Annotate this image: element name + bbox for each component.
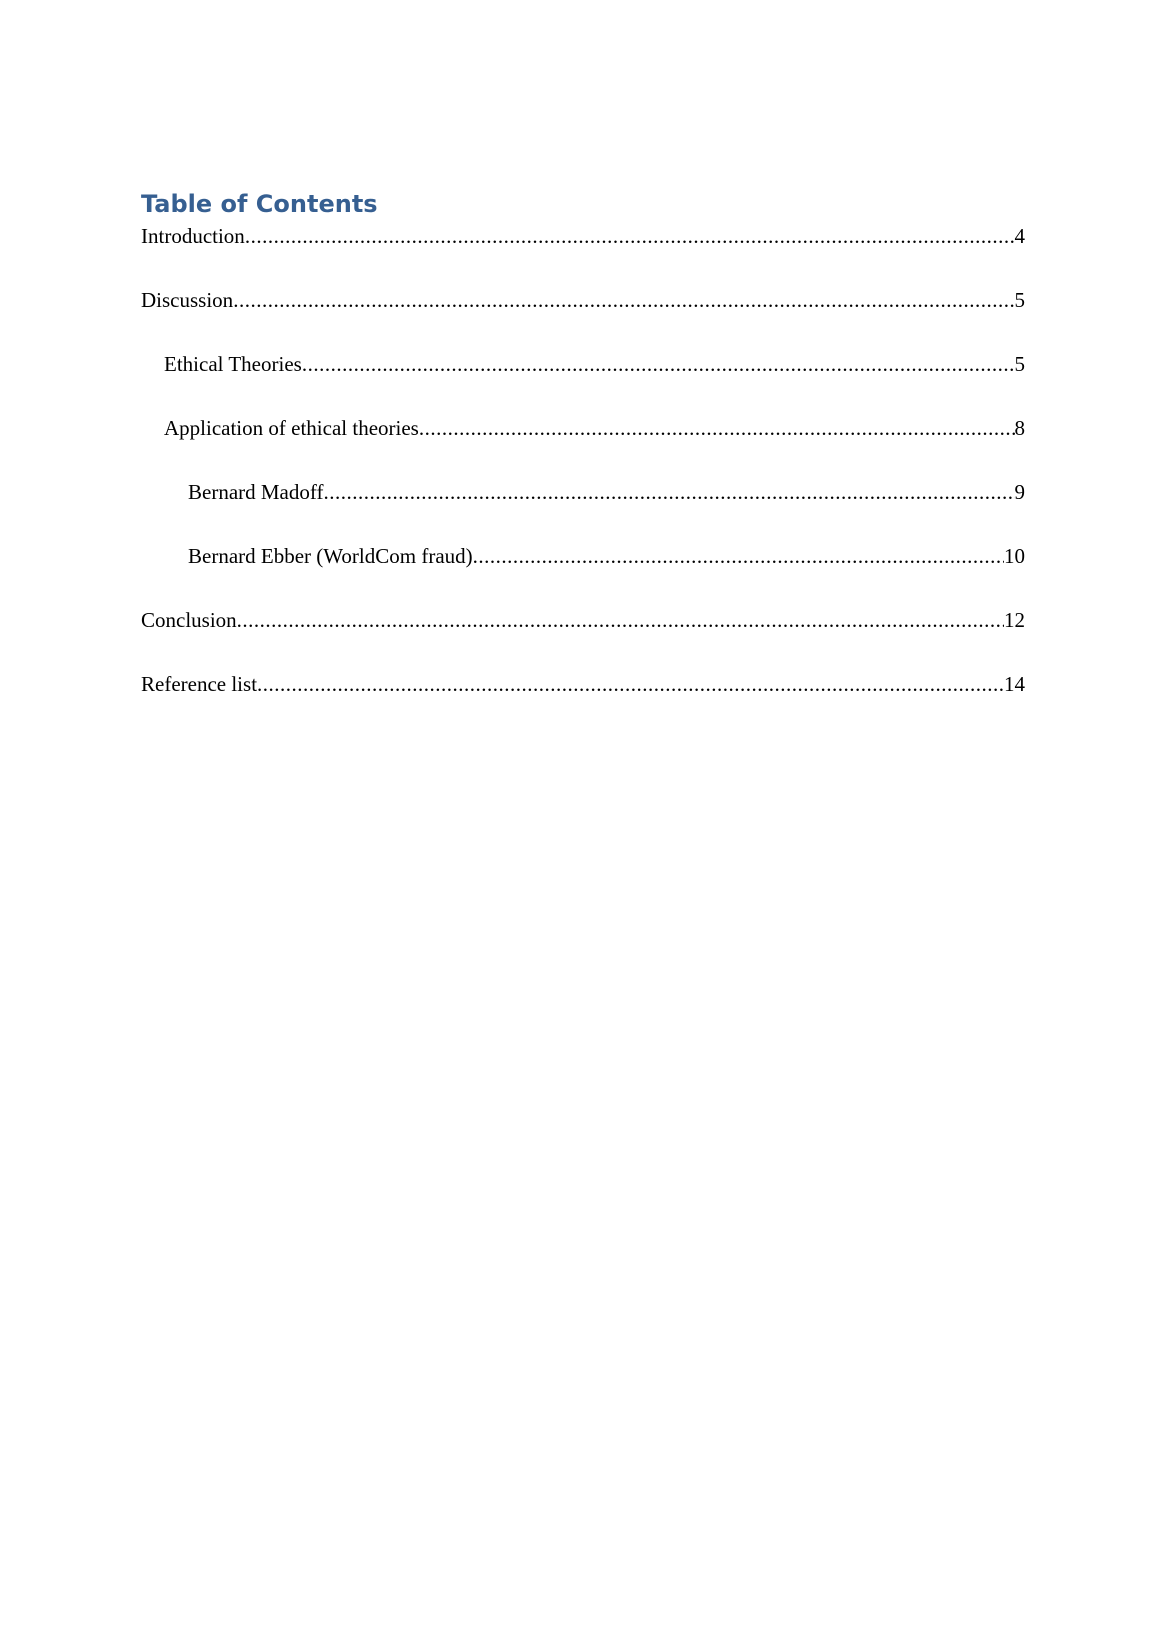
toc-entry-page-number: 4 (1014, 224, 1025, 248)
toc-entry-page-number: 5 (1014, 352, 1025, 376)
toc-entry-page-number: 8 (1014, 416, 1025, 440)
toc-entry-bernard-ebber[interactable] (141, 543, 1025, 607)
dot-leader (419, 415, 1015, 442)
toc-entry-page-number: 5 (1014, 288, 1025, 312)
toc-entry-introduction[interactable] (141, 223, 1025, 250)
toc-entry-page-number: 10 (1004, 544, 1025, 568)
toc-entry-discussion[interactable] (141, 287, 1025, 351)
toc-entry-reference-list[interactable] (141, 671, 1025, 735)
dot-leader (237, 607, 1004, 634)
toc-entry-label: Conclusion (141, 608, 237, 632)
toc-entry-page-number: 14 (1004, 672, 1025, 696)
toc-entry-label: Bernard Ebber (WorldCom fraud) (188, 544, 473, 568)
toc-entry-label: Application of ethical theories (164, 416, 419, 440)
toc-entry-application-of-ethical-theories[interactable] (141, 415, 1025, 479)
dot-leader (473, 543, 1004, 570)
toc-entry-label: Ethical Theories (164, 352, 302, 376)
dot-leader (245, 223, 1015, 250)
dot-leader (233, 287, 1014, 314)
toc-entry-page-number: 9 (1014, 480, 1025, 504)
dot-leader (257, 671, 1004, 698)
toc-title: Table of Contents (141, 190, 378, 218)
toc-entry-label: Bernard Madoff (188, 480, 324, 504)
toc-entry-conclusion[interactable] (141, 607, 1025, 671)
table-of-contents (141, 185, 1025, 735)
toc-entry-label: Discussion (141, 288, 234, 312)
toc-entry-label: Introduction (141, 224, 245, 248)
dot-leader (302, 351, 1015, 378)
toc-entry-bernard-madoff[interactable] (141, 479, 1025, 543)
toc-entry-label: Reference list (141, 672, 258, 696)
toc-entry-page-number: 12 (1004, 608, 1025, 632)
dot-leader (324, 479, 1015, 506)
toc-entry-ethical-theories[interactable] (141, 351, 1025, 415)
